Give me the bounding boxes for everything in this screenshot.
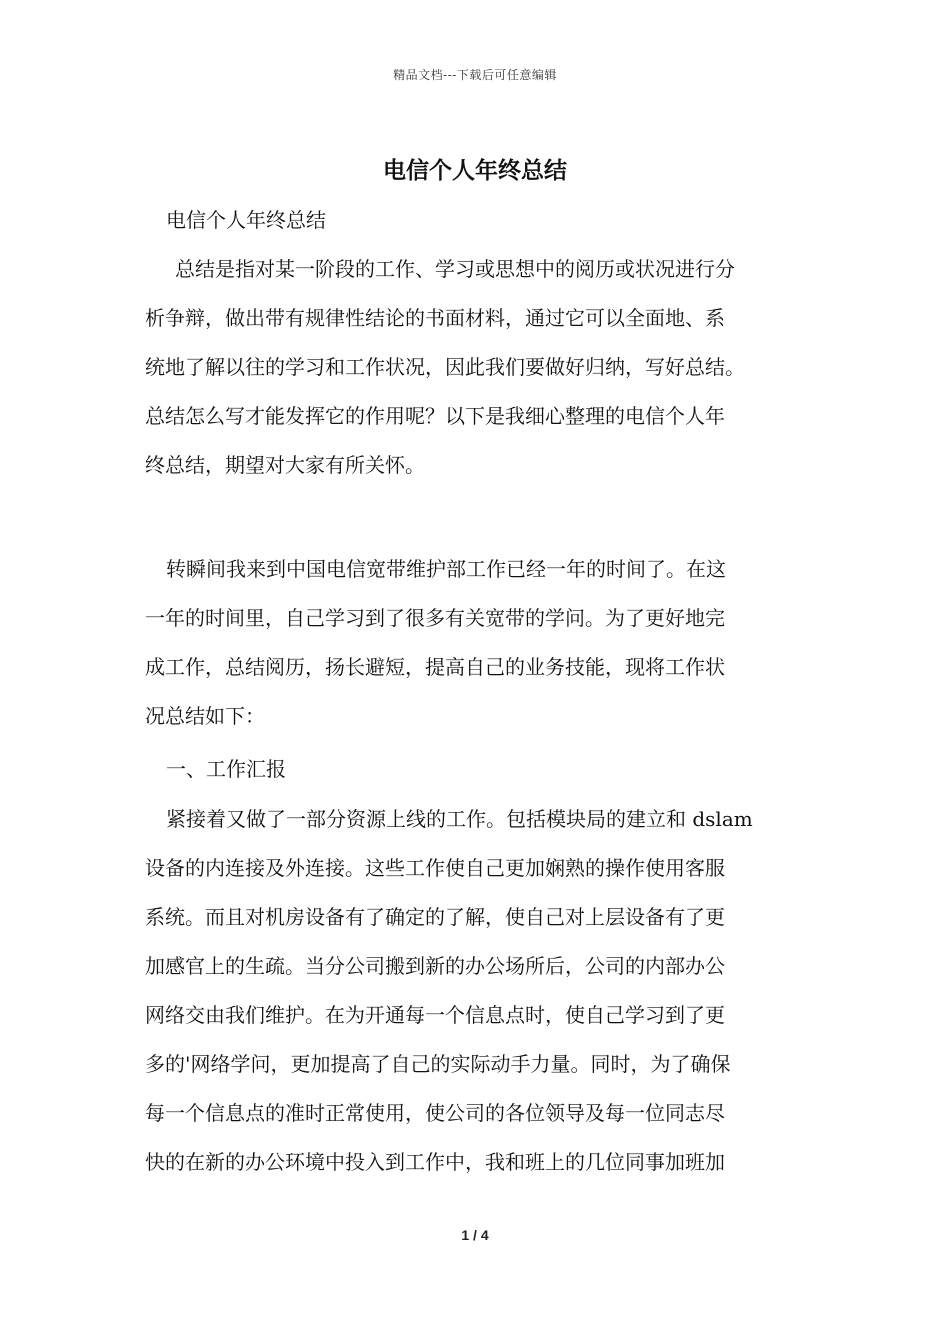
intro-paragraph [145,245,815,490]
work-report-paragraph [145,795,815,1187]
paragraph-line: 一年的时间里，自己学习到了很多有关宽带的学问。为了更好地完 [145,606,725,630]
paragraph-line: 网络交由我们维护。在为开通每一个信息点时，使自己学习到了更 [145,1003,725,1027]
paragraph-line: 加感官上的生疏。当分公司搬到新的办公场所后，公司的内部办公 [145,954,725,978]
paragraph-line: 统地了解以往的学习和工作状况，因此我们要做好归纳，写好总结。 [145,355,745,379]
paragraph-line: 转瞬间我来到中国电信宽带维护部工作已经一年的时间了。在这 [166,557,726,581]
opening-paragraph [145,545,815,741]
paragraph-line: 析争辩，做出带有规律性结论的书面材料，通过它可以全面地、系 [145,306,725,330]
page-number: 1 / 4 [461,1227,489,1243]
paragraph-line: 紧接着又做了一部分资源上线的工作。包括模块局的建立和 dslam [166,807,753,831]
document-title: 电信个人年终总结 [383,157,567,184]
subtitle-paragraph [145,196,815,245]
section-heading [145,745,815,794]
section-heading-text: 一、工作汇报 [166,757,286,781]
paragraph-line: 系统。而且对机房设备有了确定的了解，使自己对上层设备有了更 [145,905,725,929]
paragraph-line: 电信个人年终总结 [166,208,326,232]
paragraph-line: 设备的内连接及外连接。这些工作使自己更加娴熟的操作使用客服 [145,856,725,880]
paragraph-line: 每一个信息点的准时正常使用，使公司的各位领导及每一位同志尽 [145,1101,725,1125]
paragraph-line: 终总结，期望对大家有所关怀。 [145,453,425,477]
paragraph-line: 快的在新的办公环境中投入到工作中，我和班上的几位同事加班加 [145,1150,725,1174]
paragraph-line: 多的'网络学问，更加提高了自己的实际动手力量。同时，为了确保 [145,1052,731,1076]
paragraph-line: 总结怎么写才能发挥它的作用呢？以下是我细心整理的电信个人年 [145,404,725,428]
paragraph-line: 况总结如下： [145,704,265,728]
paragraph-line: 总结是指对某一阶段的工作、学习或思想中的阅历或状况进行分 [175,257,735,281]
paragraph-line: 成工作，总结阅历，扬长避短，提高自己的业务技能，现将工作状 [145,655,725,679]
page-header: 精品文档---下载后可任意编辑 [393,68,557,82]
